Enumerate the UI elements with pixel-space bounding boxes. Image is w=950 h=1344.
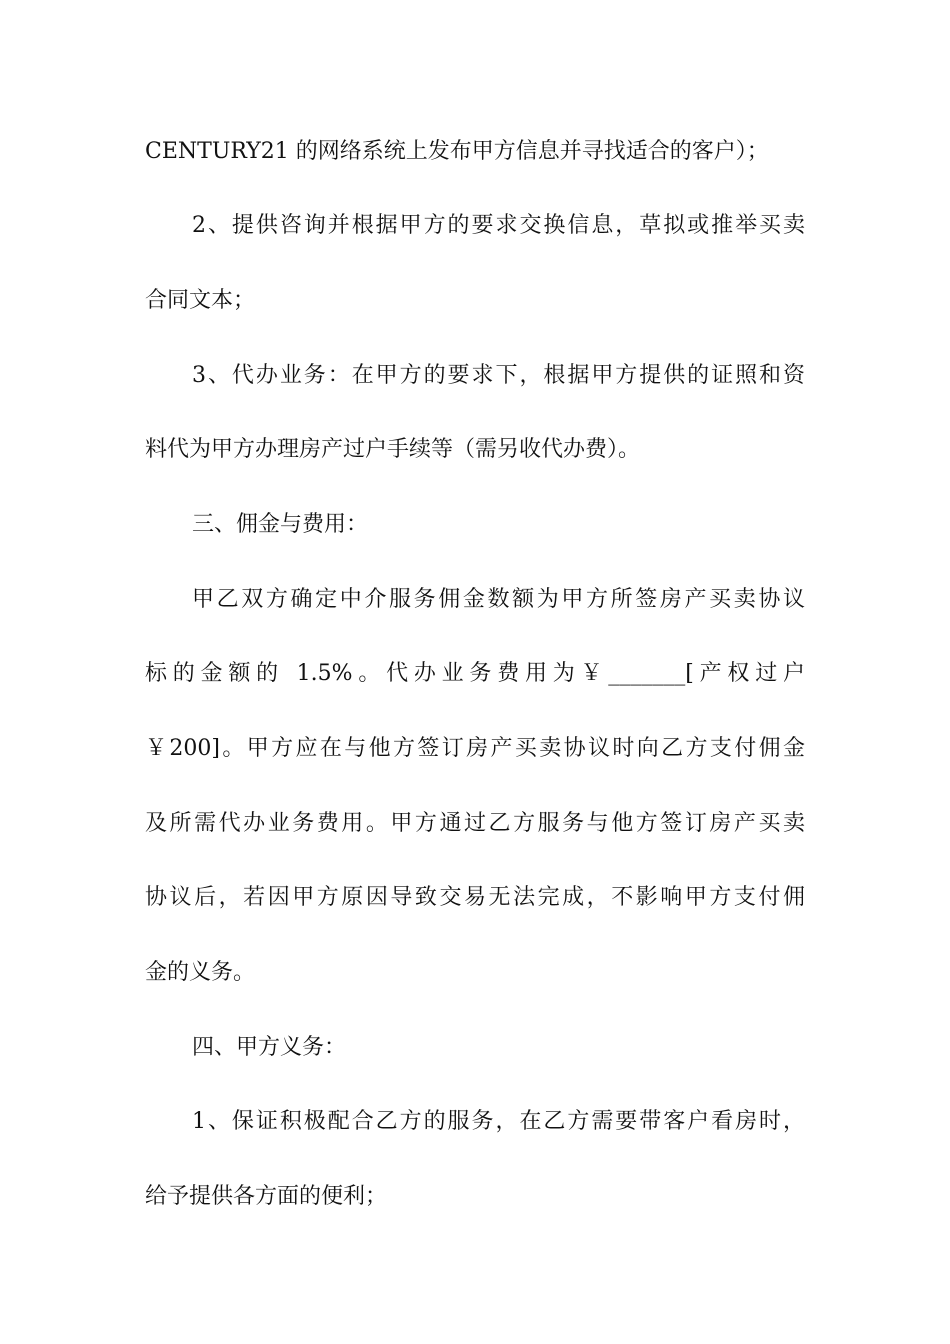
paragraph-line: 甲乙双方确定中介服务佣金数额为甲方所签房产买卖协议 bbox=[192, 587, 805, 612]
paragraph-line: ￥200]。甲方应在与他方签订房产买卖协议时向乙方支付佣金 bbox=[145, 736, 805, 761]
paragraph-line: 标的金额的 1.5%。代办业务费用为￥_______[产权过户 bbox=[145, 661, 805, 686]
paragraph-line: 料代为甲方办理房产过户手续等（需另收代办费）。 bbox=[145, 437, 641, 462]
paragraph-line: 及所需代办业务费用。甲方通过乙方服务与他方签订房产买卖 bbox=[145, 811, 805, 836]
section-heading: 四、甲方义务： bbox=[192, 1035, 347, 1060]
paragraph-line: 协议后，若因甲方原因导致交易无法完成，不影响甲方支付佣 bbox=[145, 885, 805, 910]
paragraph-line: 合同文本； bbox=[145, 288, 256, 313]
paragraph-line: 金的义务。 bbox=[145, 960, 256, 985]
paragraph-line: 给予提供各方面的便利； bbox=[145, 1184, 388, 1209]
paragraph-line: 2、提供咨询并根据甲方的要求交换信息，草拟或推举买卖 bbox=[192, 213, 805, 238]
paragraph-line: 3、代办业务：在甲方的要求下，根据甲方提供的证照和资 bbox=[192, 363, 805, 388]
paragraph-line: CENTURY21 的网络系统上发布甲方信息并寻找适合的客户）； bbox=[145, 139, 769, 164]
section-heading: 三、佣金与费用： bbox=[192, 512, 369, 537]
paragraph-line: 1、保证积极配合乙方的服务，在乙方需要带客户看房时， bbox=[192, 1109, 805, 1134]
